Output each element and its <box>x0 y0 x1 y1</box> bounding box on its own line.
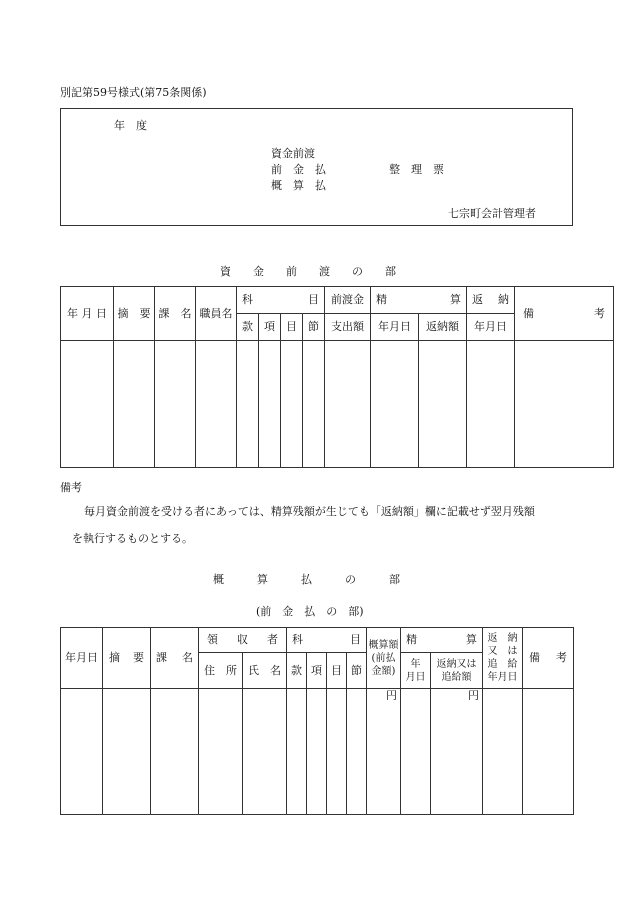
col2-moku: 目 <box>327 653 347 689</box>
cell-setsu[interactable] <box>303 341 325 468</box>
col-advance-top: 前渡金 <box>325 287 371 314</box>
note-line-2: を執行するものとする。 <box>72 532 193 545</box>
col-kan: 款 <box>237 314 259 341</box>
cell-kan[interactable] <box>237 341 259 468</box>
col-section: 課 名 <box>155 287 196 341</box>
advance-table <box>60 286 614 468</box>
cell2-address[interactable] <box>199 689 243 815</box>
cell2-kou[interactable] <box>307 689 327 815</box>
col2-subject: 科 目 <box>287 628 367 653</box>
col-kou: 項 <box>259 314 281 341</box>
table-row <box>61 341 614 468</box>
fiscal-year-label: 年 度 <box>114 119 147 132</box>
cell-return-date[interactable] <box>467 341 515 468</box>
cell2-remarks[interactable] <box>523 689 574 815</box>
cell-summary[interactable] <box>114 341 155 468</box>
section2-subtitle: (前 金 払 の 部) <box>256 605 364 618</box>
slip-type-prepayment: 前 金 払 <box>271 163 326 176</box>
cell2-setsu[interactable] <box>347 689 367 815</box>
yen-unit: 円 <box>468 689 479 702</box>
cell-remarks[interactable] <box>515 341 614 468</box>
col2-name: 氏 名 <box>243 653 287 689</box>
cell-date[interactable] <box>61 341 114 468</box>
section1-title: 資 金 前 渡 の 部 <box>220 265 396 278</box>
cell2-kan[interactable] <box>287 689 307 815</box>
col2-address: 住 所 <box>199 653 243 689</box>
table-row <box>61 689 574 815</box>
cell2-date[interactable] <box>61 689 103 815</box>
col-summary: 摘 要 <box>114 287 155 341</box>
col-date: 年 月 日 <box>61 287 114 341</box>
cell-return-amount[interactable] <box>419 341 467 468</box>
col-return: 返 納 <box>467 287 515 314</box>
col-advance-bottom: 支出額 <box>325 314 371 341</box>
col-moku: 目 <box>281 314 303 341</box>
col2-remarks: 備 考 <box>523 628 574 689</box>
cell2-summary[interactable] <box>103 689 151 815</box>
col2-kan: 款 <box>287 653 307 689</box>
yen-unit: 円 <box>386 689 397 702</box>
note-label: 備考 <box>60 481 82 494</box>
slip-title: 整 理 票 <box>389 163 444 176</box>
cell-kou[interactable] <box>259 341 281 468</box>
slip-type-estimate: 概 算 払 <box>271 179 326 192</box>
col-return-date: 年月日 <box>467 314 515 341</box>
form-reference: 別記第59号様式(第75条関係) <box>60 86 207 99</box>
cell2-moku[interactable] <box>327 689 347 815</box>
col-setsu: 節 <box>303 314 325 341</box>
col2-setsu: 節 <box>347 653 367 689</box>
cell2-estimate[interactable] <box>367 689 401 815</box>
col2-summary: 摘 要 <box>103 628 151 689</box>
col2-kou: 項 <box>307 653 327 689</box>
cell-moku[interactable] <box>281 341 303 468</box>
cell-staff[interactable] <box>196 341 237 468</box>
col-staff: 職員名 <box>196 287 237 341</box>
cell-advance[interactable] <box>325 341 371 468</box>
col2-settlement: 精 算 <box>401 628 483 653</box>
note-line-1: 毎月資金前渡を受ける者にあっては、精算残額が生じても「返納額」欄に記載せず翌月残額 <box>84 505 535 518</box>
section2-title: 概 算 払 の 部 <box>213 573 400 586</box>
cell2-section[interactable] <box>151 689 199 815</box>
col2-estimate: 概算額 (前払 金額) <box>367 628 401 689</box>
col-settlement: 精 算 <box>371 287 467 314</box>
cell2-return-amount[interactable] <box>431 689 483 815</box>
col2-receiver: 領 収 者 <box>199 628 287 653</box>
col-settle-date: 年月日 <box>371 314 419 341</box>
issuer-label: 七宗町会計管理者 <box>448 207 536 220</box>
col-return-amount: 返納額 <box>419 314 467 341</box>
cell2-name[interactable] <box>243 689 287 815</box>
col2-settle-date: 年 月日 <box>401 653 431 689</box>
col-remarks: 備 考 <box>515 287 614 341</box>
col2-date: 年月日 <box>61 628 103 689</box>
col2-return-amount: 返納又は 追給額 <box>431 653 483 689</box>
col2-section: 課 名 <box>151 628 199 689</box>
slip-type-advance: 資金前渡 <box>271 147 315 160</box>
cell2-settle-date[interactable] <box>401 689 431 815</box>
cell2-return-date[interactable] <box>483 689 523 815</box>
col2-return-or-add-date: 返 納 又 は 追 給 年月日 <box>483 628 523 689</box>
col-subject: 科 目 <box>237 287 325 314</box>
cell-settle-date[interactable] <box>371 341 419 468</box>
estimate-table <box>60 627 574 815</box>
cell-section[interactable] <box>155 341 196 468</box>
